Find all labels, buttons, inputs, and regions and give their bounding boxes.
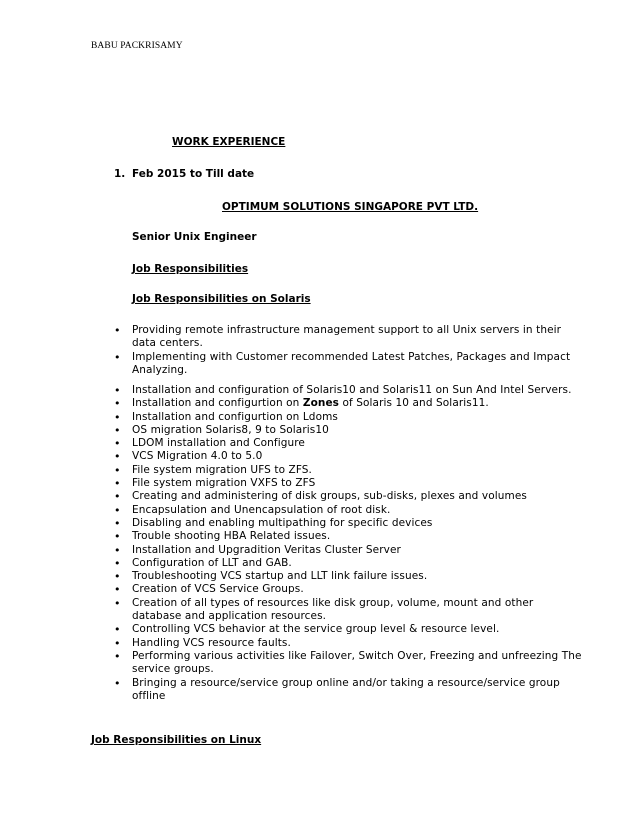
list-item: [112, 384, 582, 397]
list-item: [112, 450, 582, 463]
list-item: [112, 517, 582, 530]
bullet-icon: •: [114, 676, 121, 690]
bullet-icon: •: [114, 423, 121, 437]
bullet-icon: •: [114, 437, 121, 451]
bullet-icon: •: [114, 463, 121, 477]
list-item: [112, 477, 582, 490]
list-item-text: Creating and administering of disk groups, sub-disks, plexes and volumes: [132, 490, 527, 503]
list-item: [112, 530, 582, 543]
role-title: Senior Unix Engineer: [132, 231, 257, 243]
list-item-text: Creation of VCS Service Groups.: [132, 583, 304, 596]
list-item: [112, 464, 582, 477]
list-item: [112, 544, 582, 557]
bullet-icon: •: [114, 477, 121, 491]
list-item: [112, 351, 582, 378]
list-item: [112, 637, 582, 650]
list-item-text: Controlling VCS behavior at the service group level & resource level.: [132, 623, 500, 636]
solaris-heading: Job Responsibilities on Solaris: [132, 293, 311, 305]
responsibilities-heading: Job Responsibilities: [132, 263, 249, 275]
list-item-text: Creation of all types of resources like disk group, volume, mount and other database and application resources.: [132, 596, 534, 623]
bullet-icon: •: [114, 570, 121, 584]
list-item-text: Bringing a resource/service group online and/or taking a resource/service group offline: [132, 676, 560, 702]
list-item: [112, 650, 582, 677]
bullet-icon: •: [114, 649, 121, 663]
experience-number: 1.: [114, 168, 126, 180]
bullet-icon: •: [114, 450, 121, 464]
section-title: WORK EXPERIENCE: [172, 136, 286, 148]
bullet-icon: •: [114, 583, 121, 597]
list-item-bold-text: Zones: [302, 397, 340, 410]
list-item-text: Performing various activities like Failover, Switch Over, Freezing and unfreezing The service groups.: [132, 649, 582, 676]
list-item: [112, 397, 582, 410]
bullet-icon: •: [114, 324, 121, 337]
bullet-icon: •: [114, 530, 121, 544]
bullet-icon: •: [114, 516, 121, 530]
list-item-text: Installation and configurtion on: [132, 397, 303, 410]
list-item: [112, 597, 582, 624]
list-item-text: File system migration UFS to ZFS.: [132, 463, 312, 476]
list-item-text: File system migration VXFS to ZFS: [132, 477, 316, 490]
list-item-text: Configuration of LLT and GAB.: [132, 556, 292, 569]
bullet-icon: •: [114, 397, 121, 411]
bullet-icon: •: [114, 350, 121, 364]
list-item: [112, 437, 582, 450]
bullet-icon: •: [114, 623, 121, 637]
list-item: [112, 490, 582, 503]
list-item-text: of Solaris 10 and Solaris11.: [339, 397, 489, 410]
list-item-text: Handling VCS resource faults.: [132, 636, 291, 649]
linux-heading: Job Responsibilities on Linux: [91, 734, 262, 746]
bullet-icon: •: [114, 596, 121, 610]
experience-item: [114, 168, 254, 180]
bullet-icon: •: [114, 410, 121, 424]
list-item: [112, 557, 582, 570]
list-item: [112, 583, 582, 596]
list-item-text: Installation and configuration of Solaris10 and Solaris11 on Sun And Intel Servers.: [132, 384, 572, 396]
list-item-text: Providing remote infrastructure management support to all Unix servers in their data centers.: [132, 324, 562, 350]
list-item: [112, 504, 582, 517]
list-item-text: VCS Migration 4.0 to 5.0: [132, 450, 263, 463]
list-item-text: Installation and configurtion on Ldoms: [132, 410, 338, 423]
bullet-icon: •: [114, 384, 121, 397]
list-item: [112, 424, 582, 437]
header-name: BABU PACKRISAMY: [91, 41, 183, 51]
bullet-icon: •: [114, 556, 121, 570]
experience-period: Feb 2015 to Till date: [132, 168, 255, 180]
bullet-list-solaris: [112, 384, 582, 703]
list-item: [112, 570, 582, 583]
list-item-text: Implementing with Customer recommended Latest Patches, Packages and Impact Analyzing.: [132, 350, 571, 376]
bullet-icon: •: [114, 503, 121, 517]
list-item-text: LDOM installation and Configure: [132, 437, 305, 450]
list-item-text: Installation and Upgradition Veritas Cluster Server: [132, 543, 401, 556]
list-item-text: OS migration Solaris8, 9 to Solaris10: [132, 423, 329, 436]
bullet-icon: •: [114, 543, 121, 557]
list-item: [112, 411, 582, 424]
list-item-text: Troubleshooting VCS startup and LLT link failure issues.: [132, 570, 428, 583]
bullet-icon: •: [114, 490, 121, 504]
company-name: OPTIMUM SOLUTIONS SINGAPORE PVT LTD.: [222, 201, 479, 213]
list-item-text: Disabling and enabling multipathing for specific devices: [132, 516, 433, 529]
bullet-icon: •: [114, 636, 121, 650]
list-item-text: Encapsulation and Unencapsulation of root disk.: [132, 503, 391, 516]
list-item-text: Trouble shooting HBA Related issues.: [132, 530, 331, 543]
list-item: [112, 623, 582, 636]
list-item: [112, 677, 582, 704]
bullet-list-general: [112, 324, 582, 377]
list-item: [112, 324, 582, 351]
